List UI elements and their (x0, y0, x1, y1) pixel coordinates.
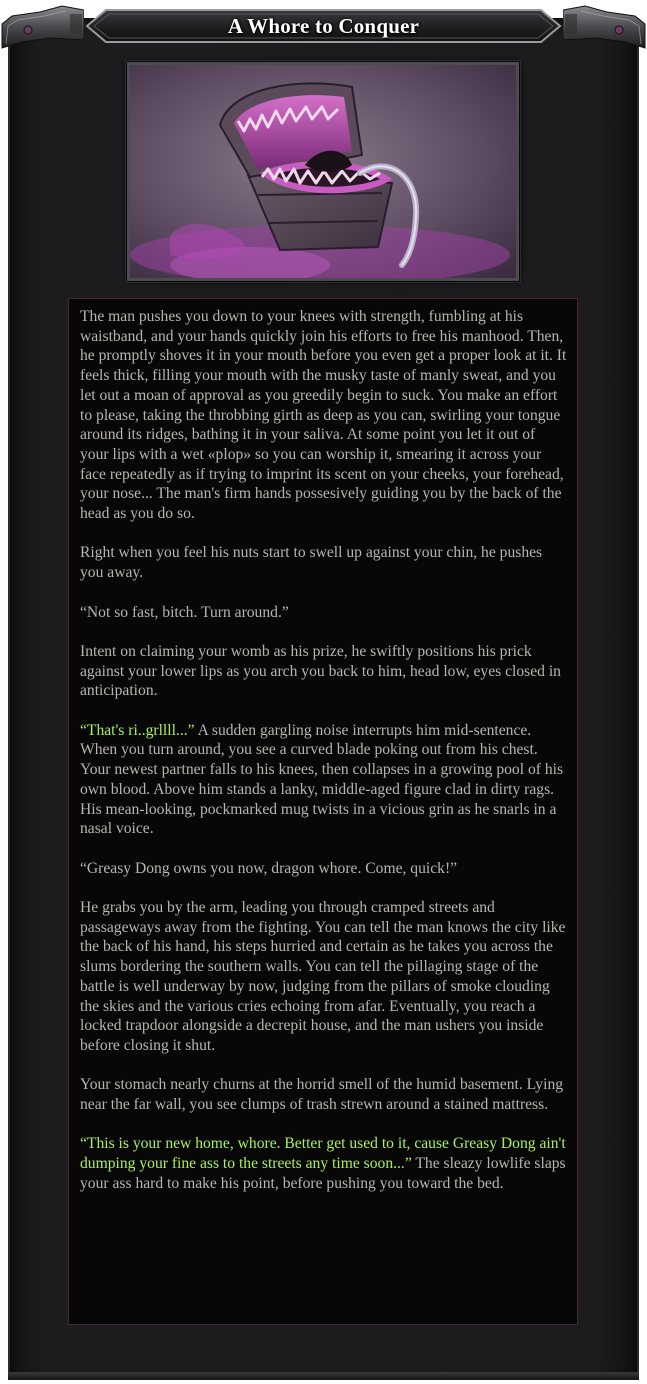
right-corner-ornament-icon (563, 4, 647, 52)
title-banner (84, 8, 563, 44)
dialogue-line: “Greasy Dong owns you now, dragon whore. Come, quick!” (80, 859, 458, 877)
left-corner-ornament-icon (0, 4, 84, 52)
dialogue-line: “Not so fast, bitch. Turn around.” (80, 603, 289, 621)
story-paragraph: The man pushes you down to your knees with strength, fumbling at his waistband, and your hands quickly join his efforts to free his manhood. Then, he promptly shoves it in your mouth before you even get a proper look at it. It feels thick, filling your mouth with the musky taste of manly sweat, and you let out a moan of approval as you greedily begin to suck. You make an effort to please, taking the throbbing girth as deep as you can, swirling your tongue around its ridges, bathing it in your saliva. At some point you let it out of your lips with a wet «plop» so you can worship it, smearing it across your face repeatedly as if trying to imprint its scent on your cheeks, your forehead, your nose... The man's firm hands possesively guiding you by the back of the head as you do so. (80, 308, 567, 523)
event-text-panel (68, 298, 578, 1325)
story-paragraph: Your stomach nearly churns at the horrid smell of the humid basement. Lying near the far wall, you see clumps of trash strewn around a stained mattress. (80, 1076, 564, 1114)
mimic-chest-icon (130, 65, 516, 278)
dialogue-line: “That's ri..grllll...” (80, 721, 195, 739)
event-window-bottom-edge (8, 1372, 639, 1380)
story-paragraph: Intent on claiming your womb as his prize, he swiftly positions his prick against your lower lips as you arch you back to him, head low, eyes closed in anticipation. (80, 642, 561, 700)
story-paragraph-rest: The sleazy lowlife slaps your ass hard to make his point, before pushing you toward the bed. (80, 1155, 566, 1192)
story-paragraph-rest: A sudden gargling noise interrupts him mid-sentence. When you turn around, you see a curved blade poking out from his chest. Your newest partner falls to his knees, then collapses in a growing pool of his own blood. Above him stands a lanky, middle-aged figure clad in dirty rags. His mean-looking, pockmarked mug twists in a vicious grin as he snarls in a nasal voice. (80, 721, 564, 838)
story-paragraph: Right when you feel his nuts start to swell up against your chin, he pushes you away. (80, 544, 543, 582)
story-paragraph (80, 721, 567, 839)
event-title: A Whore to Conquer (227, 14, 420, 38)
dialogue-line: “This is your new home, whore. Better get used to it, cause Greasy Dong ain't dumping your fine ass to the streets any time soon...” (80, 1135, 566, 1173)
story-paragraph: He grabs you by the arm, leading you through cramped streets and passageways away from the fighting. You can tell the man knows the city like the back of his hand, his steps hurried and certain as he takes you across the slums bordering the southern walls. You can tell the pillaging stage of the battle is well underway by now, judging from the pillars of smoke clouding the skies and the various cries echoing from afar. Eventually, you reach a locked trapdoor alongside a decrepit house, and the man ushers you inside before closing it shut. (80, 899, 566, 1054)
story-paragraph (80, 1134, 567, 1193)
event-illustration (127, 62, 519, 281)
